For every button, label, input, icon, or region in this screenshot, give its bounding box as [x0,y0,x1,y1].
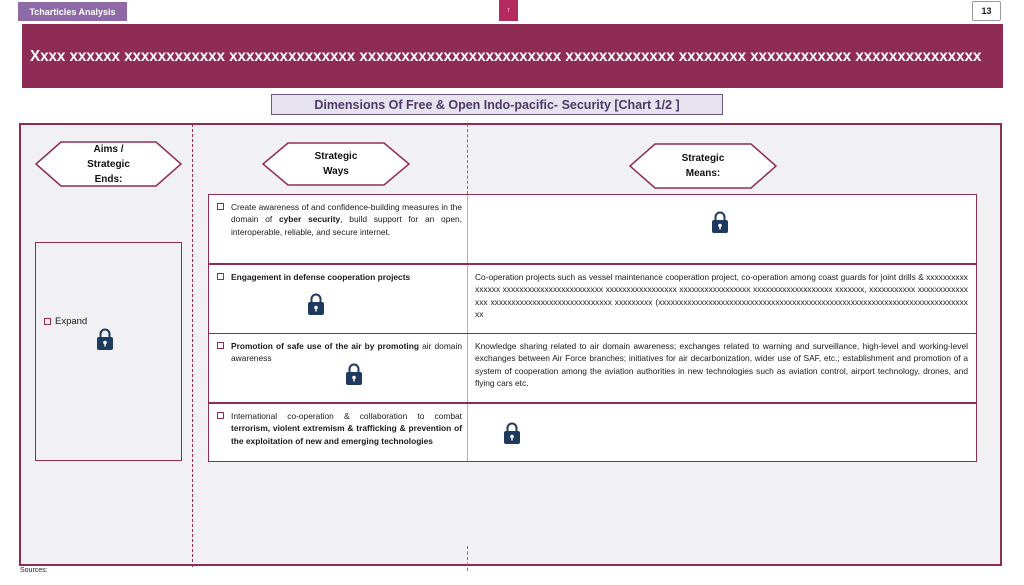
table-row [208,194,977,264]
means-cell [468,404,976,461]
means-text: Knowledge sharing related to air domain awareness; exchanges related to warning and surveillance, high-level and working-level exchanges between Air Force branches; initiatives for air decarbonization, wider use of SAF, etc.; establishment and promotion of a system of cooperation among the aviation authorities in new technologies such as aviation control, airport technology, drones, and flying cars etc. [475,341,968,389]
lock-icon[interactable] [96,327,114,351]
means-text: Co-operation projects such as vessel maintenance cooperation project, co-operation among coast guards for joint drills & xxxxxxxxxxxxxxxx xxxxxxxxxxxxxxxxxxxxxxxx xxxxxxxxxxxxxxxxx xxxxxxxxxxxxxxxxx xxxxxxxxxxxxxxxxxxx xxxxxxx, xxxxxxxxxxx xxxxxxxxxxxxxxx xxxxxxxxxxxxxxxxxxxxxxxxxxxxx xxxxxxxxx (xxxxxxxxxxxxxxxxxxxxxxxxxxxxxxxxxxxxxxxxxxxxxxxxxxxxxxxxxxxxxxxxxxxxxxxxxxxx [475,272,968,320]
title-banner [22,24,1003,88]
table-row [208,264,977,334]
page-number: 13 [972,1,1001,21]
column-divider-3 [467,546,468,571]
ends-item-label: Expand [55,316,88,327]
lock-icon[interactable] [711,210,729,234]
ends-box [35,242,182,461]
ends-item-expand[interactable] [44,316,87,327]
table-row [208,333,977,403]
column-divider-2 [467,124,468,194]
chart-subtitle: Dimensions Of Free & Open Indo-pacific- Security [Chart 1/2 ] [271,94,723,115]
lock-icon[interactable] [503,421,521,445]
ends-header-label: Aims / Strategic Ends: [87,143,130,185]
sources-footer: Sources: [20,567,48,574]
ways-header [262,142,410,186]
ways-cell: Create awareness of and confidence-building measures in the domain of cyber security, build support for an open, interoperable, reliable, and secure internet. [209,195,468,263]
checkbox-icon [217,342,224,349]
ends-header [35,141,182,187]
lock-icon[interactable] [345,362,363,386]
means-cell [468,195,976,263]
checkbox-icon [44,318,51,325]
column-divider-1 [192,124,193,567]
means-header [629,143,777,189]
page-title: Xxxx xxxxxx xxxxxxxxxxxx xxxxxxxxxxxxxxx xxxxxxxxxxxxxxxxxxxxxxxx xxxxxxxxxxxxx xxxxxxxx xxxxxxxxxxxx xxxxxxxxxxxxxxx [30,48,982,65]
ways-cell: Engagement in defense cooperation projects [209,265,468,333]
means-header-label: Strategic Means: [681,153,725,179]
ways-header-label: Strategic Ways [314,151,358,177]
checkbox-icon [217,203,224,210]
checkbox-icon [217,412,224,419]
table-row [208,403,977,462]
ways-cell: Promotion of safe use of the air by promoting air domain awareness [209,334,468,402]
means-cell [468,265,976,333]
ways-cell: International co-operation & collaboration to combat terrorism, violent extremism & trafficking & prevention of the exploitation of new and emerging technologies [209,404,468,461]
brand-tab[interactable]: Tcharticles Analysis [18,2,127,21]
checkbox-icon [217,273,224,280]
means-cell [468,334,976,402]
lock-icon[interactable] [307,292,325,316]
logo: T [499,0,518,21]
